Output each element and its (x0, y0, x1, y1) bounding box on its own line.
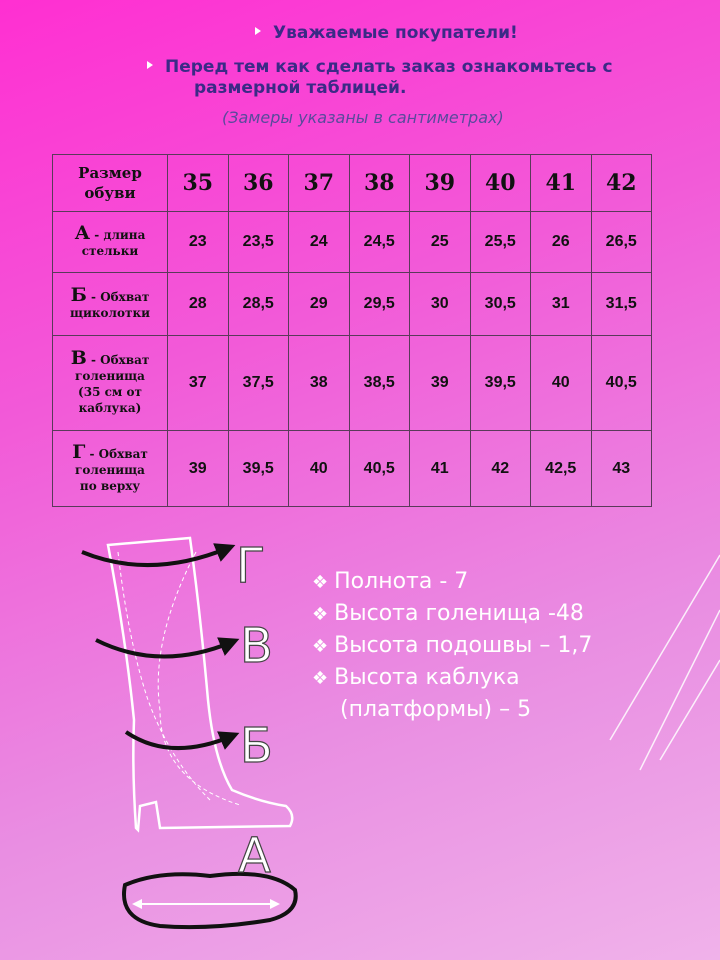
size-cell: 42 (591, 155, 652, 212)
table-cell: 40 (289, 431, 350, 507)
specs-list (312, 566, 592, 725)
table-cell: 30 (410, 273, 471, 336)
greeting-text: Уважаемые покупатели! (273, 23, 518, 43)
spec-text: Высота подошвы – 1,7 (334, 633, 593, 658)
list-item-continuation: (платформы) – 5 (340, 697, 532, 722)
row-desc: - Обхват (85, 446, 148, 461)
table-cell: 24 (289, 212, 350, 273)
instruction-line-2: размерной таблицей. (194, 78, 407, 98)
row-desc: стельки (81, 244, 139, 258)
size-cell: 36 (228, 155, 289, 212)
row-desc: - Обхват (86, 290, 150, 304)
row-desc: каблука) (78, 401, 142, 415)
arrow-g-icon (82, 548, 228, 565)
arrow-v-icon (96, 640, 232, 657)
diamond-bullet-icon: ❖ (312, 636, 329, 657)
spec-text: Полнота - 7 (334, 569, 469, 594)
size-header-text: Размер обуви (78, 164, 142, 202)
row-desc: голенища (75, 462, 145, 477)
label-a: А (238, 828, 271, 884)
spec-text: Высота голенища -48 (334, 601, 584, 626)
table-cell: 42,5 (531, 431, 592, 507)
table-cell: 40 (531, 336, 592, 431)
size-cell: 35 (168, 155, 229, 212)
row-desc: - Обхват (86, 353, 150, 367)
size-cell: 39 (410, 155, 471, 212)
table-cell: 42 (470, 431, 531, 507)
table-cell: 39 (168, 431, 229, 507)
table-cell: 40,5 (349, 431, 410, 507)
table-cell: 31 (531, 273, 592, 336)
row-letter: Б (70, 284, 87, 306)
table-cell: 40,5 (591, 336, 652, 431)
label-v: В (240, 618, 273, 674)
table-cell: 25,5 (470, 212, 531, 273)
table-cell: 39,5 (228, 431, 289, 507)
table-cell: 23 (168, 212, 229, 273)
row-desc: голенища (75, 369, 145, 383)
table-cell: 37,5 (228, 336, 289, 431)
size-cell: 38 (349, 155, 410, 212)
table-cell: 26 (531, 212, 592, 273)
diamond-bullet-icon: ❖ (312, 604, 329, 625)
table-cell: 26,5 (591, 212, 652, 273)
list-item (312, 566, 592, 598)
label-b: Б (240, 718, 273, 774)
list-item (312, 662, 592, 694)
table-cell: 28,5 (228, 273, 289, 336)
row-desc: по верху (79, 478, 141, 493)
table-cell: 30,5 (470, 273, 531, 336)
label-g: Г (236, 538, 266, 594)
spec-text: Высота каблука (334, 665, 520, 690)
decorative-lines (610, 555, 720, 770)
instruction-text-1: Перед тем как сделать заказ ознакомьтесь с (165, 57, 613, 77)
size-cell: 40 (470, 155, 531, 212)
table-cell: 23,5 (228, 212, 289, 273)
list-item (312, 630, 592, 662)
table-cell: 43 (591, 431, 652, 507)
table-cell: 41 (410, 431, 471, 507)
units-note: (Замеры указаны в сантиметрах) (222, 108, 504, 127)
table-cell: 39 (410, 336, 471, 431)
row-letter: А (74, 222, 91, 244)
table-cell: 31,5 (591, 273, 652, 336)
diamond-bullet-icon: ❖ (312, 572, 329, 593)
size-cell: 37 (289, 155, 350, 212)
table-cell: 37 (168, 336, 229, 431)
diamond-bullet-icon: ❖ (312, 668, 329, 689)
row-letter: В (70, 347, 87, 369)
table-cell: 25 (410, 212, 471, 273)
table-cell: 39,5 (470, 336, 531, 431)
table-cell: 38 (289, 336, 350, 431)
table-cell: 38,5 (349, 336, 410, 431)
row-letter: Г (72, 440, 86, 463)
row-desc: щиколотки (69, 306, 151, 320)
table-cell: 24,5 (349, 212, 410, 273)
table-cell: 29,5 (349, 273, 410, 336)
list-item (312, 598, 592, 630)
table-cell: 29 (289, 273, 350, 336)
row-desc: (35 см от (78, 385, 142, 399)
size-cell: 41 (531, 155, 592, 212)
table-cell: 28 (168, 273, 229, 336)
row-desc: - длина (90, 228, 146, 242)
